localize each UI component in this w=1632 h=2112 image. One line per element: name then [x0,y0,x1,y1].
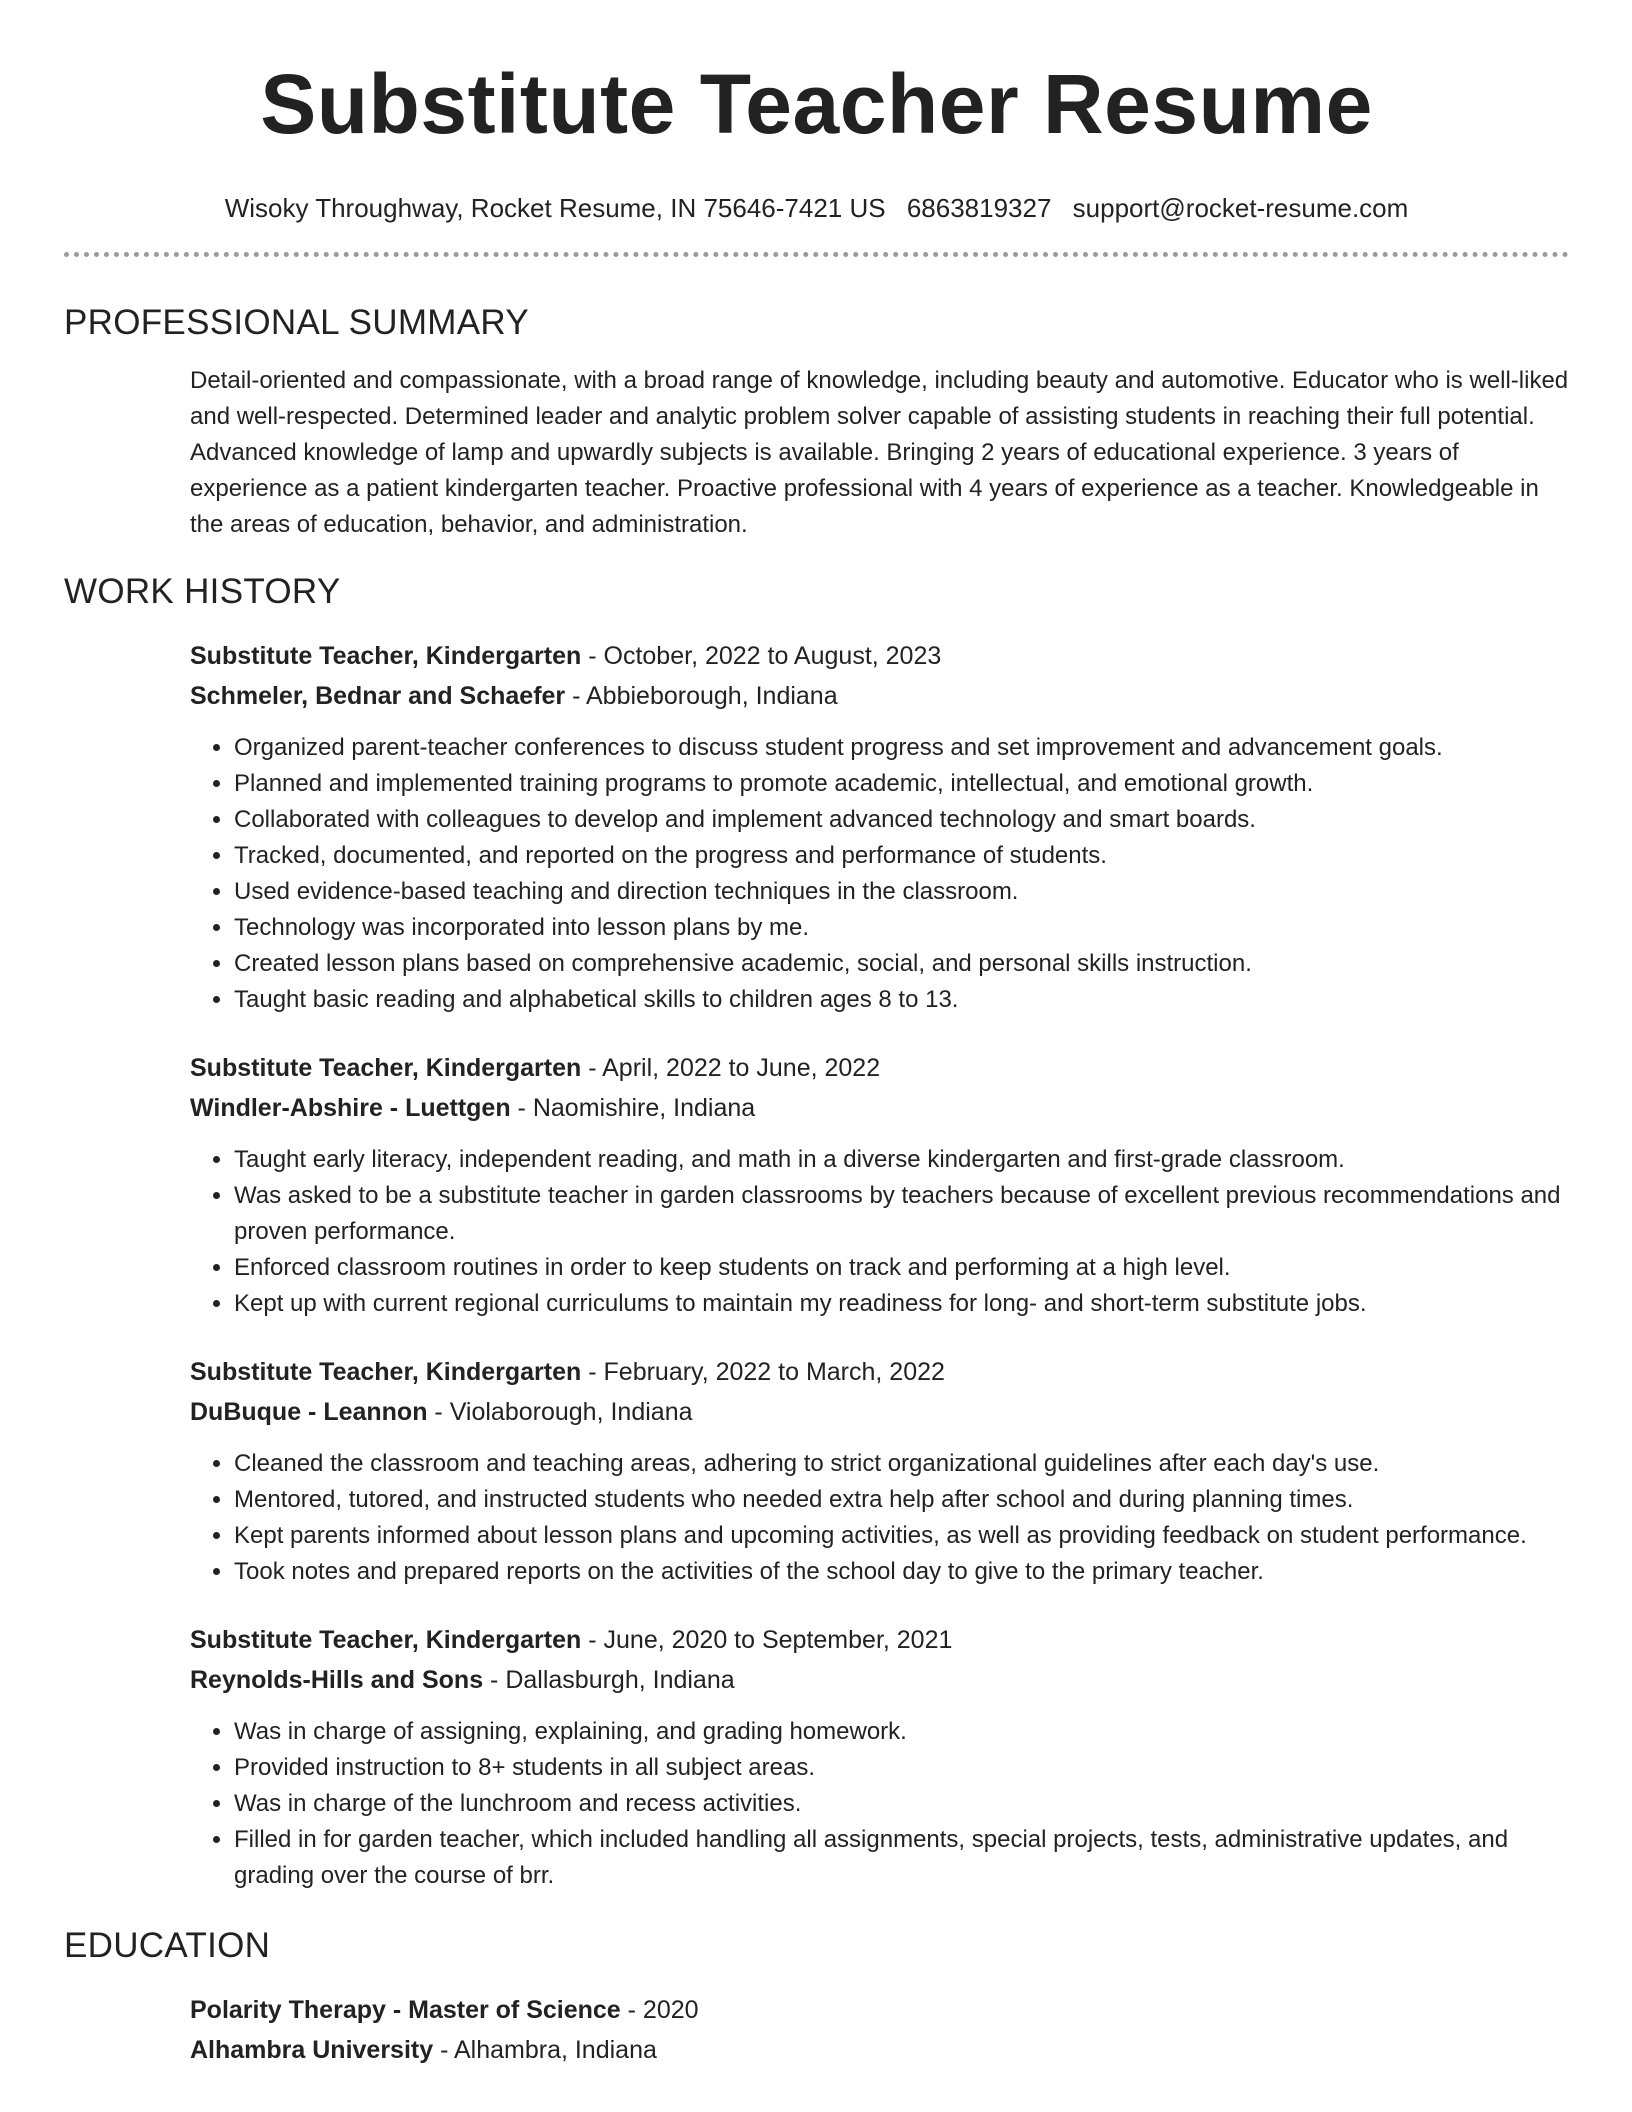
education-entry [190,1990,1569,2070]
list-item: • Took notes and prepared reports on the activities of the school day to give to the primary teacher. [234,1554,1569,1590]
job-company-line [190,1392,1569,1432]
job-entry [190,1048,1569,1322]
job-company: Windler-Abshire - Luettgen [190,1094,511,1122]
job-bullets [190,730,1569,1018]
list-item: • Organized parent-teacher conferences to discuss student progress and set improvement and advancement goals. [234,730,1569,766]
list-item: • Planned and implemented training programs to promote academic, intellectual, and emotional growth. [234,766,1569,802]
list-item: • Taught basic reading and alphabetical skills to children ages 8 to 13. [234,982,1569,1018]
job-dates: - October, 2022 to August, 2023 [581,642,942,670]
job-location: - Abbieborough, Indiana [565,682,838,710]
job-bullets [190,1446,1569,1590]
summary-text: Detail-oriented and compassionate, with a broad range of knowledge, including beauty and automotive. Educator who is well-liked and well-respected. Determined leader and analytic problem solver capable of assisting students in reaching their full potential. Advanced knowledge of lamp and upwardly subjects is available. Bringing 2 years of educational experience. 3 years of experience as a patient kindergarten teacher. Proactive professional with 4 years of experience as a teacher. Knowledgeable in the areas of education, behavior, and administration. [190,367,1569,538]
job-title-line [190,1048,1569,1088]
job-company: Schmeler, Bednar and Schaefer [190,682,566,710]
job-bullets [190,1714,1569,1894]
job-role: Substitute Teacher, Kindergarten [190,642,582,670]
list-item: • Used evidence-based teaching and direction techniques in the classroom. [234,874,1569,910]
job-bullets [190,1142,1569,1322]
list-item: • Tracked, documented, and reported on the progress and performance of students. [234,838,1569,874]
job-dates: - June, 2020 to September, 2021 [581,1626,953,1654]
job-role: Substitute Teacher, Kindergarten [190,1054,582,1082]
list-item: • Was asked to be a substitute teacher in garden classrooms by teachers because of excellent previous recommendations and proven performance. [234,1178,1569,1250]
education-location: - Alhambra, Indiana [433,2036,657,2064]
education-degree-line [190,1990,1569,2030]
resume-page [64,0,1569,2070]
job-title-line [190,1352,1569,1392]
list-item: • Enforced classroom routines in order to keep students on track and performing at a high level. [234,1250,1569,1286]
job-entry [190,1620,1569,1894]
list-item: • Kept parents informed about lesson plans and upcoming activities, as well as providing feedback on student performance. [234,1518,1569,1554]
job-title-line [190,636,1569,676]
list-item: • Filled in for garden teacher, which included handling all assignments, special projects, tests, administrative updates, and grading over the course of brr. [234,1822,1569,1894]
work-history-heading: WORK HISTORY [64,572,341,611]
job-role: Substitute Teacher, Kindergarten [190,1358,582,1386]
job-company-line [190,1088,1569,1128]
job-location: - Naomishire, Indiana [510,1094,756,1122]
job-company: Reynolds-Hills and Sons [190,1666,484,1694]
resume-title: Substitute Teacher Resume [260,57,1373,151]
job-title-line [190,1620,1569,1660]
list-item: • Collaborated with colleagues to develop and implement advanced technology and smart boards. [234,802,1569,838]
list-item: • Cleaned the classroom and teaching areas, adhering to strict organizational guidelines after each day's use. [234,1446,1569,1482]
job-role: Substitute Teacher, Kindergarten [190,1626,582,1654]
job-dates: - April, 2022 to June, 2022 [581,1054,881,1082]
list-item: • Taught early literacy, independent reading, and math in a diverse kindergarten and first-grade classroom. [234,1142,1569,1178]
list-item: • Was in charge of the lunchroom and recess activities. [234,1786,1569,1822]
education-degree: Polarity Therapy - Master of Science [190,1996,621,2024]
list-item: • Mentored, tutored, and instructed students who needed extra help after school and during planning times. [234,1482,1569,1518]
contact-line [64,190,1569,226]
job-location: - Dallasburgh, Indiana [483,1666,735,1694]
job-company: DuBuque - Leannon [190,1398,428,1426]
contact-address: Wisoky Throughway, Rocket Resume, IN 75646-7421 US [224,193,886,223]
list-item: • Technology was incorporated into lesson plans by me. [234,910,1569,946]
education-school-line [190,2030,1569,2070]
job-dates: - February, 2022 to March, 2022 [581,1358,945,1386]
job-entry [190,636,1569,1018]
education-year: - 2020 [620,1996,699,2024]
contact-email: support@rocket-resume.com [1072,193,1409,223]
header-divider [64,252,1569,257]
education-heading: EDUCATION [64,1926,271,1965]
list-item: • Was in charge of assigning, explaining, and grading homework. [234,1714,1569,1750]
list-item: • Provided instruction to 8+ students in all subject areas. [234,1750,1569,1786]
education-school: Alhambra University [190,2036,434,2064]
summary-heading: PROFESSIONAL SUMMARY [64,303,529,342]
list-item: • Kept up with current regional curriculums to maintain my readiness for long- and short-term substitute jobs. [234,1286,1569,1322]
job-location: - Violaborough, Indiana [427,1398,693,1426]
job-company-line [190,676,1569,716]
list-item: • Created lesson plans based on comprehensive academic, social, and personal skills instruction. [234,946,1569,982]
job-entry [190,1352,1569,1590]
job-company-line [190,1660,1569,1700]
contact-phone: 6863819327 [906,193,1052,223]
